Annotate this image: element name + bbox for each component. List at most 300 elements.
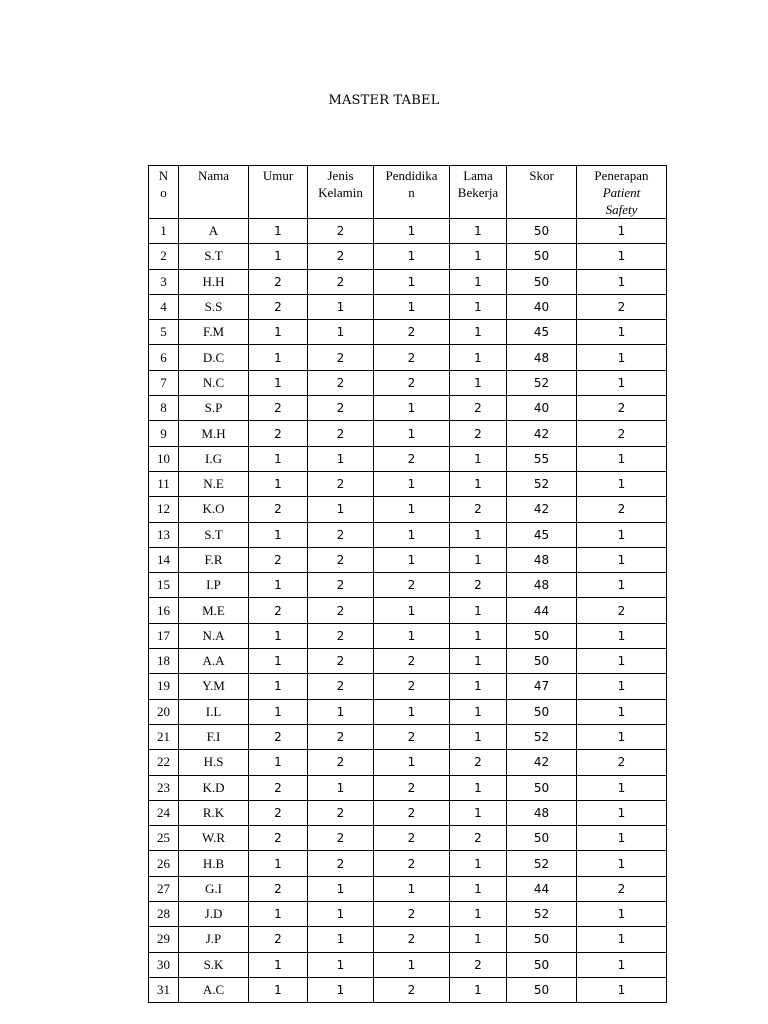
cell-penerapan: 1 [577, 573, 667, 598]
cell-umur: 2 [249, 598, 308, 623]
cell-nama: F.R [179, 547, 249, 572]
cell-nama: F.M [179, 320, 249, 345]
header-skor [507, 166, 577, 219]
cell-penerapan: 1 [577, 471, 667, 496]
cell-umur: 2 [249, 547, 308, 572]
cell-penerapan: 1 [577, 699, 667, 724]
cell-penerapan: 1 [577, 826, 667, 851]
cell-lama-bekerja: 2 [450, 497, 507, 522]
cell-lama-bekerja: 1 [450, 598, 507, 623]
cell-umur: 2 [249, 775, 308, 800]
cell-pendidikan: 2 [374, 649, 450, 674]
cell-umur: 2 [249, 269, 308, 294]
cell-lama-bekerja: 1 [450, 775, 507, 800]
cell-nama: A [179, 219, 249, 244]
table-row [149, 876, 667, 901]
cell-jenis-kelamin: 2 [308, 421, 374, 446]
cell-umur: 1 [249, 320, 308, 345]
cell-penerapan: 1 [577, 775, 667, 800]
cell-umur: 1 [249, 573, 308, 598]
cell-penerapan: 1 [577, 522, 667, 547]
cell-no: 30 [149, 952, 179, 977]
header-no-line2: o [160, 185, 167, 200]
cell-skor: 48 [507, 573, 577, 598]
cell-lama-bekerja: 1 [450, 446, 507, 471]
cell-no: 4 [149, 294, 179, 319]
cell-no: 10 [149, 446, 179, 471]
cell-nama: J.P [179, 927, 249, 952]
header-umur-label: Umur [262, 168, 294, 183]
cell-penerapan: 1 [577, 649, 667, 674]
cell-umur: 1 [249, 471, 308, 496]
cell-jenis-kelamin: 2 [308, 674, 374, 699]
cell-lama-bekerja: 2 [450, 952, 507, 977]
cell-pendidikan: 1 [374, 623, 450, 648]
cell-umur: 1 [249, 219, 308, 244]
header-penerapan [577, 166, 667, 219]
table-row [149, 244, 667, 269]
cell-penerapan: 1 [577, 851, 667, 876]
cell-jenis-kelamin: 2 [308, 269, 374, 294]
cell-lama-bekerja: 1 [450, 927, 507, 952]
cell-no: 26 [149, 851, 179, 876]
cell-pendidikan: 1 [374, 269, 450, 294]
cell-skor: 48 [507, 547, 577, 572]
cell-nama: S.K [179, 952, 249, 977]
cell-penerapan: 2 [577, 497, 667, 522]
cell-no: 31 [149, 977, 179, 1002]
cell-no: 18 [149, 649, 179, 674]
cell-jenis-kelamin: 2 [308, 851, 374, 876]
cell-jenis-kelamin: 1 [308, 876, 374, 901]
cell-jenis-kelamin: 1 [308, 775, 374, 800]
cell-skor: 50 [507, 977, 577, 1002]
cell-jenis-kelamin: 1 [308, 902, 374, 927]
cell-umur: 1 [249, 952, 308, 977]
table-row [149, 800, 667, 825]
cell-nama: M.E [179, 598, 249, 623]
cell-skor: 40 [507, 396, 577, 421]
cell-no: 23 [149, 775, 179, 800]
cell-penerapan: 1 [577, 269, 667, 294]
cell-umur: 1 [249, 649, 308, 674]
cell-lama-bekerja: 1 [450, 522, 507, 547]
cell-penerapan: 1 [577, 927, 667, 952]
cell-skor: 52 [507, 724, 577, 749]
cell-pendidikan: 1 [374, 952, 450, 977]
header-penerapan-line1: Penerapan [594, 168, 649, 183]
cell-no: 22 [149, 750, 179, 775]
table-row [149, 649, 667, 674]
cell-pendidikan: 1 [374, 219, 450, 244]
header-pendidikan-line2: n [408, 185, 415, 200]
cell-pendidikan: 2 [374, 800, 450, 825]
cell-jenis-kelamin: 1 [308, 952, 374, 977]
cell-no: 15 [149, 573, 179, 598]
cell-umur: 1 [249, 345, 308, 370]
cell-skor: 45 [507, 522, 577, 547]
cell-no: 27 [149, 876, 179, 901]
cell-jenis-kelamin: 2 [308, 345, 374, 370]
cell-skor: 50 [507, 826, 577, 851]
cell-nama: S.S [179, 294, 249, 319]
cell-penerapan: 1 [577, 244, 667, 269]
header-skor-label: Skor [529, 168, 554, 183]
cell-skor: 42 [507, 421, 577, 446]
table-row [149, 902, 667, 927]
cell-lama-bekerja: 1 [450, 800, 507, 825]
cell-pendidikan: 1 [374, 294, 450, 319]
cell-skor: 50 [507, 649, 577, 674]
cell-umur: 1 [249, 623, 308, 648]
cell-skor: 44 [507, 598, 577, 623]
cell-skor: 48 [507, 800, 577, 825]
cell-jenis-kelamin: 1 [308, 977, 374, 1002]
cell-pendidikan: 2 [374, 345, 450, 370]
cell-jenis-kelamin: 2 [308, 598, 374, 623]
cell-no: 7 [149, 370, 179, 395]
cell-no: 8 [149, 396, 179, 421]
cell-penerapan: 1 [577, 800, 667, 825]
header-lama-bekerja [450, 166, 507, 219]
cell-jenis-kelamin: 2 [308, 724, 374, 749]
table-row [149, 851, 667, 876]
document-title: MASTER TABEL [328, 93, 440, 108]
cell-nama: J.D [179, 902, 249, 927]
cell-penerapan: 2 [577, 598, 667, 623]
cell-penerapan: 1 [577, 724, 667, 749]
cell-pendidikan: 1 [374, 471, 450, 496]
cell-nama: I.L [179, 699, 249, 724]
cell-jenis-kelamin: 1 [308, 294, 374, 319]
header-jenis-line2: Kelamin [318, 185, 363, 200]
cell-nama: H.H [179, 269, 249, 294]
cell-nama: F.I [179, 724, 249, 749]
cell-nama: S.T [179, 522, 249, 547]
cell-jenis-kelamin: 1 [308, 497, 374, 522]
table-row [149, 623, 667, 648]
cell-nama: N.A [179, 623, 249, 648]
cell-umur: 2 [249, 421, 308, 446]
cell-pendidikan: 1 [374, 396, 450, 421]
cell-skor: 55 [507, 446, 577, 471]
cell-lama-bekerja: 1 [450, 699, 507, 724]
cell-lama-bekerja: 1 [450, 623, 507, 648]
cell-skor: 50 [507, 775, 577, 800]
cell-no: 9 [149, 421, 179, 446]
cell-jenis-kelamin: 2 [308, 219, 374, 244]
cell-nama: W.R [179, 826, 249, 851]
cell-lama-bekerja: 2 [450, 396, 507, 421]
cell-pendidikan: 2 [374, 826, 450, 851]
cell-lama-bekerja: 1 [450, 345, 507, 370]
cell-umur: 1 [249, 851, 308, 876]
header-nama-label: Nama [197, 168, 230, 183]
cell-no: 21 [149, 724, 179, 749]
cell-pendidikan: 1 [374, 522, 450, 547]
cell-pendidikan: 1 [374, 750, 450, 775]
cell-skor: 40 [507, 294, 577, 319]
cell-nama: N.E [179, 471, 249, 496]
cell-jenis-kelamin: 2 [308, 826, 374, 851]
cell-umur: 1 [249, 370, 308, 395]
cell-no: 1 [149, 219, 179, 244]
cell-umur: 1 [249, 750, 308, 775]
header-pendidikan [374, 166, 450, 219]
cell-no: 14 [149, 547, 179, 572]
table-row [149, 522, 667, 547]
cell-skor: 50 [507, 699, 577, 724]
table-row [149, 446, 667, 471]
cell-pendidikan: 1 [374, 244, 450, 269]
table-row [149, 320, 667, 345]
cell-nama: K.D [179, 775, 249, 800]
cell-pendidikan: 1 [374, 547, 450, 572]
cell-jenis-kelamin: 1 [308, 927, 374, 952]
cell-pendidikan: 2 [374, 977, 450, 1002]
table-row [149, 370, 667, 395]
table-row [149, 471, 667, 496]
cell-penerapan: 1 [577, 370, 667, 395]
cell-umur: 2 [249, 927, 308, 952]
cell-pendidikan: 1 [374, 699, 450, 724]
cell-umur: 1 [249, 244, 308, 269]
table-row [149, 750, 667, 775]
cell-skor: 52 [507, 902, 577, 927]
cell-pendidikan: 1 [374, 876, 450, 901]
cell-skor: 52 [507, 471, 577, 496]
cell-jenis-kelamin: 2 [308, 244, 374, 269]
cell-skor: 50 [507, 244, 577, 269]
cell-jenis-kelamin: 2 [308, 623, 374, 648]
cell-pendidikan: 2 [374, 370, 450, 395]
cell-no: 28 [149, 902, 179, 927]
table-row [149, 927, 667, 952]
header-lama-line2: Bekerja [457, 185, 499, 200]
cell-pendidikan: 2 [374, 320, 450, 345]
cell-umur: 2 [249, 294, 308, 319]
cell-skor: 52 [507, 370, 577, 395]
cell-lama-bekerja: 1 [450, 370, 507, 395]
cell-lama-bekerja: 1 [450, 244, 507, 269]
cell-no: 24 [149, 800, 179, 825]
cell-lama-bekerja: 1 [450, 724, 507, 749]
cell-jenis-kelamin: 1 [308, 320, 374, 345]
cell-umur: 2 [249, 800, 308, 825]
cell-penerapan: 1 [577, 952, 667, 977]
cell-skor: 50 [507, 623, 577, 648]
cell-pendidikan: 2 [374, 851, 450, 876]
cell-pendidikan: 2 [374, 902, 450, 927]
header-nama [179, 166, 249, 219]
cell-umur: 2 [249, 497, 308, 522]
cell-no: 13 [149, 522, 179, 547]
cell-no: 29 [149, 927, 179, 952]
table-row [149, 775, 667, 800]
cell-nama: R.K [179, 800, 249, 825]
table-row [149, 421, 667, 446]
cell-lama-bekerja: 2 [450, 421, 507, 446]
cell-lama-bekerja: 1 [450, 649, 507, 674]
table-row [149, 598, 667, 623]
header-jenis-line1: Jenis [327, 168, 354, 183]
table-row [149, 396, 667, 421]
cell-nama: H.S [179, 750, 249, 775]
cell-penerapan: 1 [577, 219, 667, 244]
table-row [149, 497, 667, 522]
header-no [149, 166, 179, 219]
cell-pendidikan: 2 [374, 775, 450, 800]
cell-penerapan: 2 [577, 396, 667, 421]
cell-nama: H.B [179, 851, 249, 876]
cell-no: 2 [149, 244, 179, 269]
cell-nama: S.P [179, 396, 249, 421]
cell-jenis-kelamin: 2 [308, 750, 374, 775]
cell-jenis-kelamin: 1 [308, 446, 374, 471]
table-row [149, 977, 667, 1002]
cell-lama-bekerja: 1 [450, 547, 507, 572]
cell-pendidikan: 1 [374, 421, 450, 446]
header-umur [249, 166, 308, 219]
cell-umur: 1 [249, 446, 308, 471]
cell-nama: M.H [179, 421, 249, 446]
cell-penerapan: 1 [577, 902, 667, 927]
header-pendidikan-line1: Pendidika [385, 168, 438, 183]
cell-umur: 2 [249, 724, 308, 749]
table-row [149, 699, 667, 724]
cell-penerapan: 2 [577, 421, 667, 446]
cell-umur: 1 [249, 699, 308, 724]
cell-penerapan: 1 [577, 446, 667, 471]
cell-skor: 44 [507, 876, 577, 901]
cell-lama-bekerja: 1 [450, 320, 507, 345]
table-row [149, 269, 667, 294]
cell-skor: 42 [507, 750, 577, 775]
cell-nama: A.A [179, 649, 249, 674]
cell-skor: 50 [507, 927, 577, 952]
cell-lama-bekerja: 1 [450, 876, 507, 901]
cell-umur: 1 [249, 977, 308, 1002]
table-row [149, 345, 667, 370]
cell-jenis-kelamin: 2 [308, 573, 374, 598]
cell-lama-bekerja: 1 [450, 471, 507, 496]
table-row [149, 724, 667, 749]
cell-lama-bekerja: 1 [450, 294, 507, 319]
cell-penerapan: 1 [577, 345, 667, 370]
cell-umur: 1 [249, 522, 308, 547]
cell-skor: 52 [507, 851, 577, 876]
cell-penerapan: 2 [577, 294, 667, 319]
cell-skor: 42 [507, 497, 577, 522]
cell-penerapan: 1 [577, 674, 667, 699]
header-penerapan-line2: Patient [602, 185, 641, 200]
cell-pendidikan: 2 [374, 724, 450, 749]
table-body [149, 219, 667, 1003]
cell-skor: 50 [507, 269, 577, 294]
cell-jenis-kelamin: 2 [308, 547, 374, 572]
cell-lama-bekerja: 1 [450, 851, 507, 876]
cell-nama: D.C [179, 345, 249, 370]
cell-penerapan: 1 [577, 623, 667, 648]
cell-no: 12 [149, 497, 179, 522]
cell-pendidikan: 2 [374, 446, 450, 471]
cell-pendidikan: 2 [374, 927, 450, 952]
cell-nama: N.C [179, 370, 249, 395]
table-row [149, 547, 667, 572]
cell-umur: 2 [249, 876, 308, 901]
cell-penerapan: 1 [577, 320, 667, 345]
cell-no: 5 [149, 320, 179, 345]
cell-no: 25 [149, 826, 179, 851]
cell-jenis-kelamin: 1 [308, 699, 374, 724]
header-row [149, 166, 667, 219]
cell-umur: 2 [249, 396, 308, 421]
cell-jenis-kelamin: 2 [308, 396, 374, 421]
cell-pendidikan: 2 [374, 674, 450, 699]
header-no-line1: N [158, 168, 169, 183]
cell-pendidikan: 2 [374, 573, 450, 598]
cell-no: 19 [149, 674, 179, 699]
header-jenis-kelamin [308, 166, 374, 219]
cell-lama-bekerja: 1 [450, 902, 507, 927]
cell-umur: 1 [249, 902, 308, 927]
cell-no: 16 [149, 598, 179, 623]
cell-jenis-kelamin: 2 [308, 522, 374, 547]
table-row [149, 294, 667, 319]
table-row [149, 674, 667, 699]
cell-lama-bekerja: 1 [450, 977, 507, 1002]
cell-jenis-kelamin: 2 [308, 800, 374, 825]
cell-nama: G.I [179, 876, 249, 901]
cell-umur: 2 [249, 826, 308, 851]
cell-nama: S.T [179, 244, 249, 269]
cell-lama-bekerja: 2 [450, 826, 507, 851]
table-row [149, 952, 667, 977]
cell-no: 11 [149, 471, 179, 496]
cell-lama-bekerja: 2 [450, 750, 507, 775]
cell-jenis-kelamin: 2 [308, 471, 374, 496]
cell-skor: 50 [507, 952, 577, 977]
cell-penerapan: 1 [577, 977, 667, 1002]
cell-lama-bekerja: 1 [450, 219, 507, 244]
cell-pendidikan: 1 [374, 497, 450, 522]
cell-pendidikan: 1 [374, 598, 450, 623]
table-row [149, 573, 667, 598]
cell-no: 3 [149, 269, 179, 294]
cell-nama: I.G [179, 446, 249, 471]
cell-lama-bekerja: 1 [450, 269, 507, 294]
cell-no: 17 [149, 623, 179, 648]
table-row [149, 826, 667, 851]
header-lama-line1: Lama [463, 168, 493, 183]
cell-penerapan: 2 [577, 750, 667, 775]
cell-penerapan: 1 [577, 547, 667, 572]
cell-lama-bekerja: 2 [450, 573, 507, 598]
table-row [149, 219, 667, 244]
cell-skor: 48 [507, 345, 577, 370]
cell-no: 20 [149, 699, 179, 724]
cell-nama: I.P [179, 573, 249, 598]
master-table [148, 165, 667, 1003]
cell-skor: 50 [507, 219, 577, 244]
cell-lama-bekerja: 1 [450, 674, 507, 699]
cell-nama: Y.M [179, 674, 249, 699]
cell-skor: 45 [507, 320, 577, 345]
cell-skor: 47 [507, 674, 577, 699]
cell-nama: K.O [179, 497, 249, 522]
cell-penerapan: 2 [577, 876, 667, 901]
cell-jenis-kelamin: 2 [308, 370, 374, 395]
